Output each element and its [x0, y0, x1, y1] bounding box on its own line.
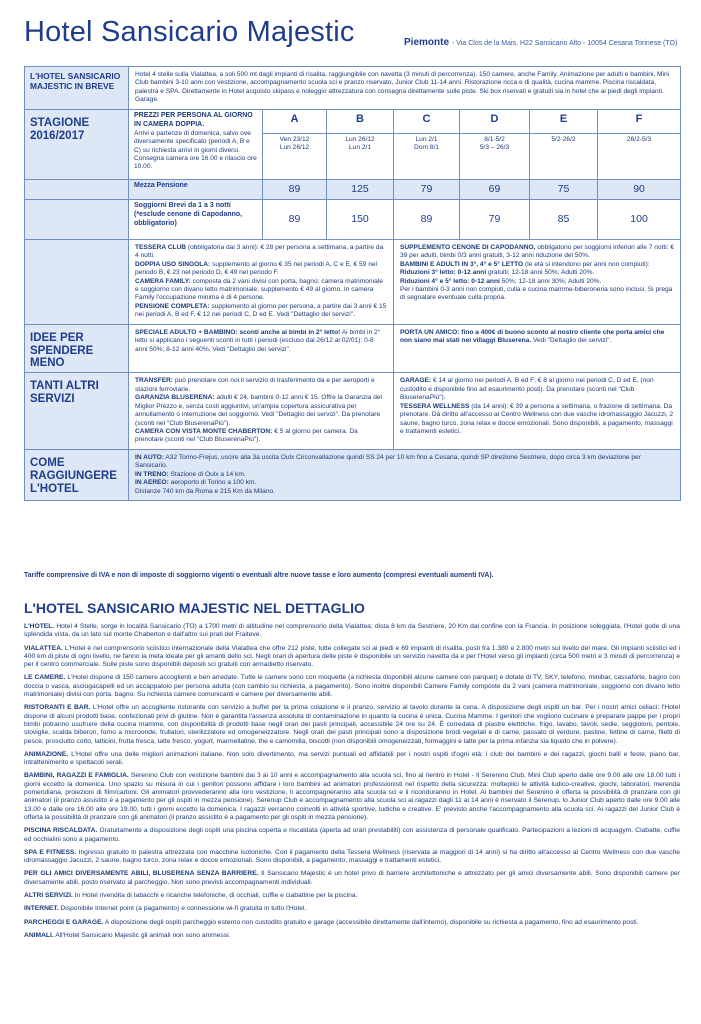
reach-line: Distanze 740 km da Roma e 215 Km da Milano.: [135, 487, 276, 495]
ideas-row: [25, 324, 681, 373]
intro-row: [25, 67, 681, 110]
detail-paragraph: PER GLI AMICI DIVERSAMENTE ABILI, BLUSERENA SENZA BARRIERE. Il Sansicario Majestic è un hotel privo di barriere architettoniche e attrezzato per gli amici diversamente abili. Sono disponibili camere per diversamente abili, posto riservato al parcheggio. Non sono previsti accompagnamenti individuali.: [24, 870, 680, 886]
row-label-half-board: Mezza Pensione: [129, 179, 263, 199]
detail-paragraph: LE CAMERE. L'Hotel dispone di 150 camere accoglienti e ben arredate. Tutte le camere sono con moquette (a richiesta disponibili alcune camere con parquet) e dotate di TV, SKY, telefono, minibar, cassaforte, bagno con doccia o vasca, asciugacapelli ed un accappatoio per persona adulta (con cambio su richiesta, a pagamento). Sono inoltre disponibili Camere Family composte da 2 vani (camera matrimoniale, soggiorno con divano letto matrimoniale) divisi con porta, bagno. Su richiesta camere comunicanti e camere per diversamente abili.: [24, 674, 680, 699]
region-label: Piemonte: [404, 37, 450, 48]
tariffe-note: Tariffe comprensive di IVA e non di imposte di soggiorno vigenti o eventuali altre nuove tasse e loro aumento (compresi eventuali aumenti IVA).: [24, 572, 494, 579]
period-name: F: [598, 109, 681, 133]
extra-item: Per i bambini 0-3 anni non compiuti, culla e cucina mamme-biberoneria sono inclusi. Si prega di segnalare eventuale culla propria.: [400, 285, 673, 302]
period-dates: Lun 26/12 Lun 2/1: [327, 133, 394, 179]
prices-note: Arrivi e partenze di domenica, salvo ove diversamente specificato (periodi A, B e C) su richiesta arrivi in giorni diversi. Consegna camera ore 16.00 e rilascio ore 10.00.: [134, 129, 257, 171]
page-header: [24, 16, 684, 56]
service-item: GARAGE: € 14 al giorno nei periodi A, B ed F; € 8 al giorno nei periodi C, D ed E, (non custodito e disponibile fino ad esaurimento posti). Da prenotare (sconti nel "Club BluserenaPiù").: [400, 377, 654, 402]
detail-paragraph: ANIMALI. All'Hotel Sansicario Majestic gli animali non sono ammessi.: [24, 931, 231, 939]
reach-row: [25, 449, 681, 500]
extra-item: Riduzioni 3° letto: 0-12 anni gratuiti; 12-18 anni 50%; Adulti 20%.: [400, 269, 595, 277]
detail-paragraph: PARCHEGGI E GARAGE. A disposizione degli ospiti parcheggio esterno non custodito gratuito e garage (accessibile direttamente dall'interno), disponibile su richiesta a pagamento, fino ad esaurimento posti.: [24, 918, 639, 926]
service-item: GARANZIA BLUSERENA: adulti € 24, bambini 0-12 anni € 15. Offre la Garanzia del Miglior Prezzo e, senza costi aggiuntivi, un'ampia copertura assicurativa per annullamento o interruzione del soggiorno. Vedi "Dettaglio dei servizi". Da prenotare (sconti nel "Club BluserenaPiù").: [135, 394, 383, 427]
half-board-row: [25, 179, 681, 199]
reach-text: [129, 449, 681, 500]
period-dates: Ven 23/12 Lun 26/12: [263, 133, 327, 179]
period-name: A: [263, 109, 327, 133]
extras-right: [394, 239, 681, 324]
empty-label-cell: [25, 239, 129, 324]
prices-title: PREZZI PER PERSONA AL GIORNO IN CAMERA DOPPIA.: [134, 111, 253, 128]
detail-title: L'HOTEL SANSICARIO MAJESTIC NEL DETTAGLIO: [24, 600, 365, 616]
intro-label: L'HOTEL SANSICARIO MAJESTIC IN BREVE: [25, 67, 129, 110]
price-table: [24, 66, 681, 501]
detail-paragraph: PISCINA RISCALDATA. Gratuitamente a disposizione degli ospiti una piscina coperta e riscaldata (aperta ad orari prestabiliti) con assistenza di personale qualificato. Partecipazioni a lezioni di acquagym. Ciabatte, cuffie ed occhialini sono a pagamento.: [24, 827, 680, 843]
services-row: [25, 373, 681, 450]
detail-paragraph: BAMBINI, RAGAZZI E FAMIGLIA. Serenino Club con vestizione bambini dai 3 ai 10 anni e accompagnamento alla scuola sci, fino al rientro in Hotel - Il Serenino Club, Mini Club aperto dalle ore 9.00 alle ore 18.00 tutti i giorni eccetto la domenica. Uno spazio su misura in cui i genitori possono affidare i loro bambini ad animatori professionisti nel rispetto della sicurezza: molteplici le attività ludico-creative, giochi, laboratori, merenda pomeridiana, proiezioni di film/cartoni. Gli animatori provvederanno alla loro vestizione, li accompagneranno alla scuola sci e li riconduranno in Hotel. Ai bambini del Serenino è offerta la possibilità di pranzare con gli animatori (il pranzo assistito è a pagamento per gli ospiti in mezza pensione). Serenup Club e accompagnamento alla scuola sci ai ragazzi dagli 11 ai 14 anni è riservato il Serenup, lo Junior Club aperto dalle ore 9.00 alle 13.00 e dalle ore 16.00 alle ore 19.00, tutti i giorni eccetto la domenica. I ragazzi verranno coinvolti in attività sportive, ludiche e creative. E' previsto anche l'accompagnamento alla scuola sci. Ai ragazzi del Junior Club è offerta la possibilità di pranzare con gli animatori (il pranzo assistito è a pagamento per gli ospiti in mezza pensione).: [24, 772, 680, 821]
service-item: TRANSFER: può prenotare con noi il servizio di trasferimento da e per aeroporti e stazioni ferroviarie.: [135, 377, 375, 393]
service-item: CAMERA CON VISTA MONTE CHABERTON: € 5 al giorno per camera. Da prenotare (sconti nel "Club BluserenaPiù").: [135, 427, 358, 444]
extra-item: CAMERA FAMILY: composta da 2 vani divisi con porta, bagno: camera matrimoniale e soggiorno con divano letto matrimoniale; supplemento € 49 al giorno. In camera Family l'occupazione minima è di 4 persone.: [135, 277, 383, 302]
empty-label-cell: [25, 199, 129, 239]
price-value: 69: [460, 179, 530, 199]
price-value: 75: [530, 179, 598, 199]
period-name: B: [327, 109, 394, 133]
period-name: E: [530, 109, 598, 133]
row-label-short-stay: Soggiorni Brevi da 1 a 3 notti (*esclude cenone di Capodanno, obbligatorio): [129, 199, 263, 239]
reach-line: IN AUTO: A32 Torino-Frejus, uscire alla 3a uscita Oulx Circonvallazione quindi SS 24 per 10 km fino a Cesana, quindi SP direzione Sestriere, dopo circa 3 km deviazione per Sansicario.: [135, 453, 641, 470]
price-value: 100: [598, 199, 681, 239]
period-name: C: [394, 109, 460, 133]
extra-item: PENSIONE COMPLETA: supplemento al giorno per persona, a partire dai 3 anni € 15 nei periodi A, B ed F, € 12 nei periodi C, D ed E. Vedi "Dettaglio dei servizi".: [135, 302, 387, 319]
price-value: 150: [327, 199, 394, 239]
extra-item: Riduzioni 4° e 5° letto: 0-12 anni 50%; 12-18 anni 30%; Adulti 20%.: [400, 277, 602, 285]
price-value: 89: [263, 179, 327, 199]
price-value: 89: [394, 199, 460, 239]
services-right: [394, 373, 681, 450]
services-label: TANTI ALTRI SERVIZI: [25, 373, 129, 450]
price-value: 79: [460, 199, 530, 239]
hotel-title: Hotel Sansicario Majestic: [24, 16, 355, 48]
price-value: 79: [394, 179, 460, 199]
detail-section: [24, 623, 680, 945]
intro-text: Hotel 4 stelle sulla Vialattea, a soli 500 mt dagli impianti di risalita, raggiungibile con navetta (3 minuti di percorrenza). 150 camere, anche Family. Animazione per adulti e bambini, Mini Club bambini 3-10 anni con vestizione, accompagnamento scuola sci e pranzo riservato, Junior Club 11-14 anni. Ristorazione ricca e di qualità, cucina mamme. Piscina riscaldata, palestra e SPA. Direttamente in Hotel acquisto skipass e noleggio attrezzatura con consegna direttamente sulle piste. Ski box riservati e gratuiti sia in hotel che ai piedi degli impianti. Garage.: [129, 67, 681, 110]
period-dates: 5/2-26/2: [530, 133, 598, 179]
short-stay-row: [25, 199, 681, 239]
detail-paragraph: INTERNET. Disponibile Internet point (a pagamento) e connessione wi-fi gratuita in tutto l'Hotel.: [24, 905, 307, 913]
extras-left: [129, 239, 394, 324]
period-dates: 8/1-5/2 5/3 – 26/3: [460, 133, 530, 179]
prices-description: [129, 109, 263, 179]
detail-paragraph: VIALATTEA. L'Hotel è nel comprensorio sciistico internazionale della Vialattea che offre 212 piste, tutte collegate sci ai piedi e 69 impianti di risalita, posti fra 1.380 e 2.800 metri sul livello del mare. Gli impianti sciistici ed i 400 km di piste di ogni livello, ne fanno la meta ideale per gli amanti dello sci. Negli orari di apertura delle piste è disponibile un servizio navetta da e per l'Hotel verso gli impianti (circa 500 metri e 3 minuti di percorrenza) e per il centro commerciale. Sulle piste sono disponibili depositi sci gratuiti con armadietto riservato.: [24, 644, 680, 669]
season-header-row: [25, 109, 681, 133]
detail-paragraph: ALTRI SERVIZI. In Hotel rivendita di tabacchi e ricariche telefoniche, di occhiali, cuffie e ciabattine per la piscina.: [24, 892, 358, 900]
price-value: 90: [598, 179, 681, 199]
extra-item: BAMBINI E ADULTI IN 3°, 4° e 5° LETTO (le età si intendono per anni non compiuti):: [400, 260, 650, 268]
reach-label: COME RAGGIUNGERE L'HOTEL: [25, 449, 129, 500]
empty-label-cell: [25, 179, 129, 199]
detail-paragraph: L'HOTEL. Hotel 4 Stelle, sorge in località Sansicario (TO) a 1700 metri di altitudine nel comprensorio della Vialattea; dista 8 km da Sestriere, 20 Km dal confine con la Francia. In posizione soleggiata, l'Hotel gode di una splendida vista, da un lato sul monte Chaberton e dall'altro sui prati del Fraiteve.: [24, 623, 680, 639]
price-value: 125: [327, 179, 394, 199]
reach-line: IN AEREO: aeroporto di Torino a 100 km.: [135, 479, 257, 487]
price-value: 85: [530, 199, 598, 239]
ideas-right: PORTA UN AMICO: fino a 400€ di buono sconto al nostro cliente che porta amici che non siano mai stati nei villaggi Bluserena. Vedi "Dettaglio dei servizi".: [394, 324, 681, 373]
service-item: TESSERA WELLNESS (da 14 anni): € 39 a persona a settimana, o frazione di settimana. Da prenotare. Dà diritto all'accesso al Centro Wellness con due vasche idromassaggio Jacuzzi, 2 saune, bagno turco, zona relax e docce emozionali. Sono disponibili, a pagamento, massaggi e trattamenti estetici.: [400, 402, 674, 435]
ideas-label: IDEE PER SPENDERE MENO: [25, 324, 129, 373]
extra-item: SUPPLEMENTO CENONE DI CAPODANNO, obbligatorio per soggiorni inferiori alle 7 notti: € 39 per adulti, bimbi 0/3 anni gratuiti, 3-12 anni riduzione del 50%.: [400, 243, 674, 260]
extra-item: DOPPIA USO SINGOLA: supplemento al giorno € 35 nei periodi A, C e E, € 59 nel periodo B, € 23 nel periodo D, € 49 nel periodo F.: [135, 260, 378, 277]
period-dates: 26/2-5/3: [598, 133, 681, 179]
ideas-left: SPECIALE ADULTO + BAMBINO: sconti anche ai bimbi in 2° letto! Ai bimbi in 2° letto si applicano i seguenti sconti in tutti i periodi (escluso dal 26/12 al 02/01): 0-8 anni 50%; 8-12 anni 40%. Vedi "Dettaglio dei servizi".: [129, 324, 394, 373]
hotel-location: [404, 37, 677, 48]
detail-paragraph: ANIMAZIONE. L'Hotel offre una delle migliori animazioni italiane. Non solo divertimento, ma servizi puntuali ed affidabili per i nostri ospiti d'ogni età: i club dei bambini e dei ragazzi, giochi balli e feste, piano bar, intrattenimento e spettacoli serali.: [24, 750, 680, 767]
season-label: STAGIONE 2016/2017: [25, 109, 129, 179]
price-value: 89: [263, 199, 327, 239]
period-dates: Lun 2/1 Dom 8/1: [394, 133, 460, 179]
reach-line: IN TRENO: Stazione di Oulx a 14 km.: [135, 470, 246, 478]
hotel-address: - Via Clos de la Mais, H22 Sansicario Alto - 10054 Cesana Torinese (TO): [452, 40, 678, 47]
detail-paragraph: RISTORANTI E BAR. L'Hotel offre un accogliente ristorante con servizio a buffet per la prima colazione e il pranzo, servizio al tavolo durante la cena. A disposizione degli ospiti un bar. Per i nostri amici celiaci: l'Hotel dispone di alcuni prodotti base, confezionati privi di glutine. Non è garantita l'assenza assoluta di contaminazione in quanto la cucina è unica. Cucina Mamme. I genitori che vogliono cucinare e preparare pappe per i propri bimbi potranno usufruire della cucina mamme, con disponibilità di prodotti base negli orari dei pasti principali, accessibile 24 ore su 24. È corredata di piastre elettriche, frigo, lavabo, tavoli, sedie, seggioloni, pentole, stoviglie, scalda biberon, forno a microonde, frullatori, sterilizzatore ed omogeneizzatore. Negli orari dei pasti principali sono a disposizione brodi vegetali e di carne, passato di verdure, pastine, fettine di carne, filetti di pesce, prosciutto cotto, latticini, frutta fresca, latte fresco, yogurt, marmellatine, the e camomilla, biscotti (non disponibili omogeneizzati, formaggini e latte per la prima infanzia sia liquido che in polvere).: [24, 704, 680, 745]
detail-paragraph: SPA E FITNESS. Ingresso gratuito in palestra attrezzata con macchine isotoniche. Con il pagamento della Tessera Wellness (riservata ai maggiori di 14 anni) si ha diritto all'accesso al Centro Wellness con due vasche idromassaggio Jacuzzi, 2 saune, bagno turco, zona relax e docce emozionali. Sono disponibili, a pagamento, massaggi e trattamenti estetici.: [24, 848, 681, 865]
services-left: [129, 373, 394, 450]
extras-row: [25, 239, 681, 324]
period-name: D: [460, 109, 530, 133]
extra-item: TESSERA CLUB (obbligatoria dai 3 anni): € 28 per persona a settimana, a partire da 4 notti.: [135, 243, 384, 260]
